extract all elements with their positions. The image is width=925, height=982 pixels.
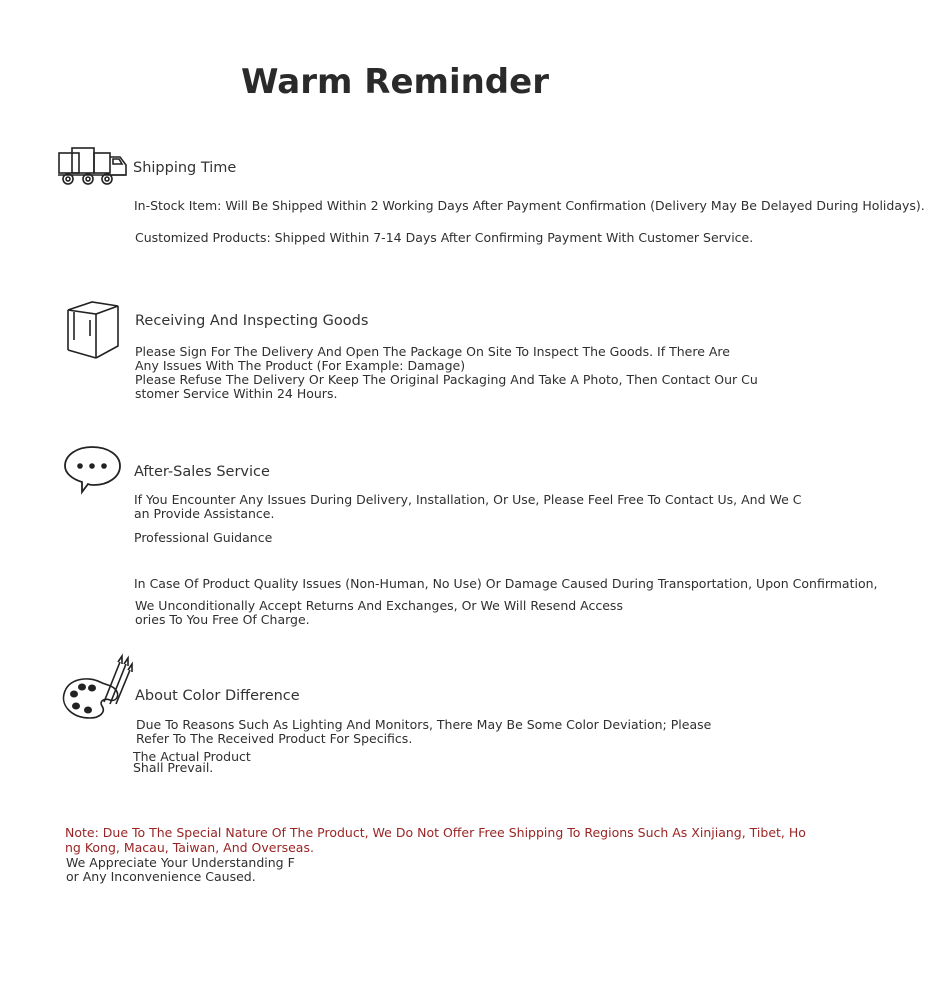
page-title: Warm Reminder bbox=[241, 62, 549, 102]
after-sales-contact-text-2: an Provide Assistance. bbox=[134, 506, 275, 521]
shipping-note-text-1: Note: Due To The Special Nature Of The Product, We Do Not Offer Free Shipping To Regions Such As Xinjiang, Tibet, Ho bbox=[65, 825, 806, 840]
after-sales-quality-text: In Case Of Product Quality Issues (Non-Human, No Use) Or Damage Caused During Transportation, Upon Confirmation, bbox=[134, 576, 878, 591]
thanks-text-1: We Appreciate Your Understanding F bbox=[66, 855, 295, 870]
shipping-note-text-2: ng Kong, Macau, Taiwan, And Overseas. bbox=[65, 840, 314, 855]
after-sales-heading: After-Sales Service bbox=[134, 464, 270, 480]
truck-icon bbox=[56, 145, 128, 189]
color-actual-text-1: The Actual Product bbox=[133, 749, 251, 764]
shipping-heading: Shipping Time bbox=[133, 160, 237, 176]
color-heading: About Color Difference bbox=[135, 688, 300, 704]
after-sales-returns-text-1: We Unconditionally Accept Returns And Exchanges, Or We Will Resend Access bbox=[135, 598, 623, 613]
thanks-text-2: or Any Inconvenience Caused. bbox=[66, 869, 256, 884]
receiving-refuse-text-1: Please Refuse The Delivery Or Keep The Original Packaging And Take A Photo, Then Contact Our Cu bbox=[135, 372, 758, 387]
color-actual-text-2: Shall Prevail. bbox=[133, 760, 214, 775]
after-sales-guidance-text: Professional Guidance bbox=[134, 530, 273, 545]
after-sales-contact-text-1: If You Encounter Any Issues During Delivery, Installation, Or Use, Please Feel Free To Contact Us, And We C bbox=[134, 492, 802, 507]
color-deviation-text: Due To Reasons Such As Lighting And Monitors, There May Be Some Color Deviation; Please Refer To The Received Product For Specifics. bbox=[136, 717, 712, 746]
receiving-inspect-text: Please Sign For The Delivery And Open The Package On Site To Inspect The Goods. If There Are Any Issues With The Product (For Example: Damage) bbox=[135, 344, 730, 373]
package-box-icon bbox=[62, 300, 122, 362]
paint-palette-icon bbox=[60, 654, 136, 724]
shipping-custom-text: Customized Products: Shipped Within 7-14 Days After Confirming Payment With Customer Service. bbox=[135, 230, 754, 245]
chat-bubble-icon bbox=[62, 444, 124, 496]
after-sales-returns-text-2: ories To You Free Of Charge. bbox=[135, 612, 310, 627]
receiving-heading: Receiving And Inspecting Goods bbox=[135, 313, 369, 329]
receiving-refuse-text-2: stomer Service Within 24 Hours. bbox=[135, 386, 338, 401]
shipping-instock-text: In-Stock Item: Will Be Shipped Within 2 Working Days After Payment Confirmation (Delivery May Be Delayed During Holidays). bbox=[134, 198, 925, 213]
